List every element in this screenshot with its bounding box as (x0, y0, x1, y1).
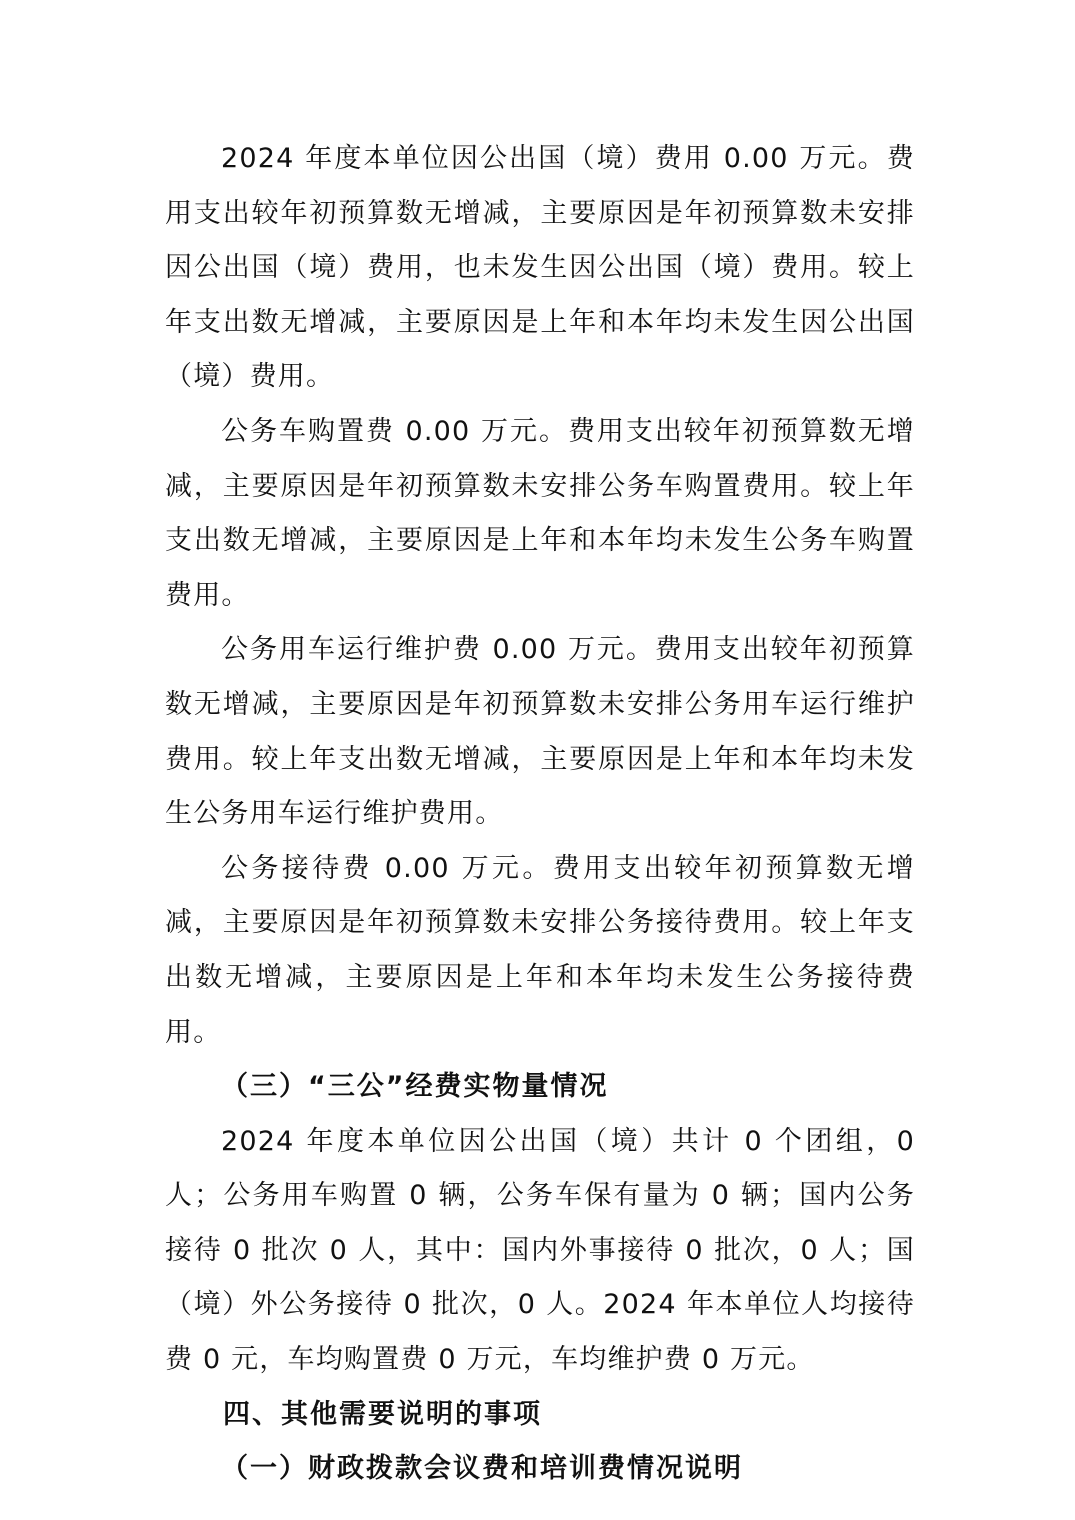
paragraph-physical-quantities: 2024 年度本单位因公出国（境）共计 0 个团组，0 人；公务用车购置 0 辆，公务车保有量为 0 辆；国内公务接待 0 批次 0 人，其中：国内外事接待 0 批次，0 人；国（境）外公务接待 0 批次，0 人。2024 年本单位人均接待费 0 元，车均购置费 0 万元，车均维护费 0 万元。 (165, 1125, 915, 1376)
document-body (165, 132, 915, 1497)
section-heading-other-matters: 四、其他需要说明的事项 (223, 1398, 542, 1430)
paragraph-vehicle-purchase: 公务车购置费 0.00 万元。费用支出较年初预算数无增减，主要原因是年初预算数未安排公务车购置费用。较上年支出数无增减，主要原因是上年和本年均未发生公务车购置费用。 (165, 415, 915, 611)
paragraph-vehicle-maintenance: 公务用车运行维护费 0.00 万元。费用支出较年初预算数无增减，主要原因是年初预算数未安排公务用车运行维护费用。较上年支出数无增减，主要原因是上年和本年均未发生公务用车运行维护费用。 (165, 634, 915, 830)
paragraph-overseas-expenses: 2024 年度本单位因公出国（境）费用 0.00 万元。费用支出较年初预算数无增减，主要原因是年初预算数未安排因公出国（境）费用，也未发生因公出国（境）费用。较上年支出数无增减，主要原因是上年和本年均未发生因公出国（境）费用。 (165, 143, 915, 393)
section-heading-meeting-training: （一）财政拨款会议费和培训费情况说明 (221, 1453, 743, 1485)
paragraph-reception-expenses: 公务接待费 0.00 万元。费用支出较年初预算数无增减，主要原因是年初预算数未安排公务接待费用。较上年支出数无增减，主要原因是上年和本年均未发生公务接待费用。 (165, 852, 915, 1048)
section-heading-three-public: （三）“三公”经费实物量情况 (221, 1071, 609, 1103)
